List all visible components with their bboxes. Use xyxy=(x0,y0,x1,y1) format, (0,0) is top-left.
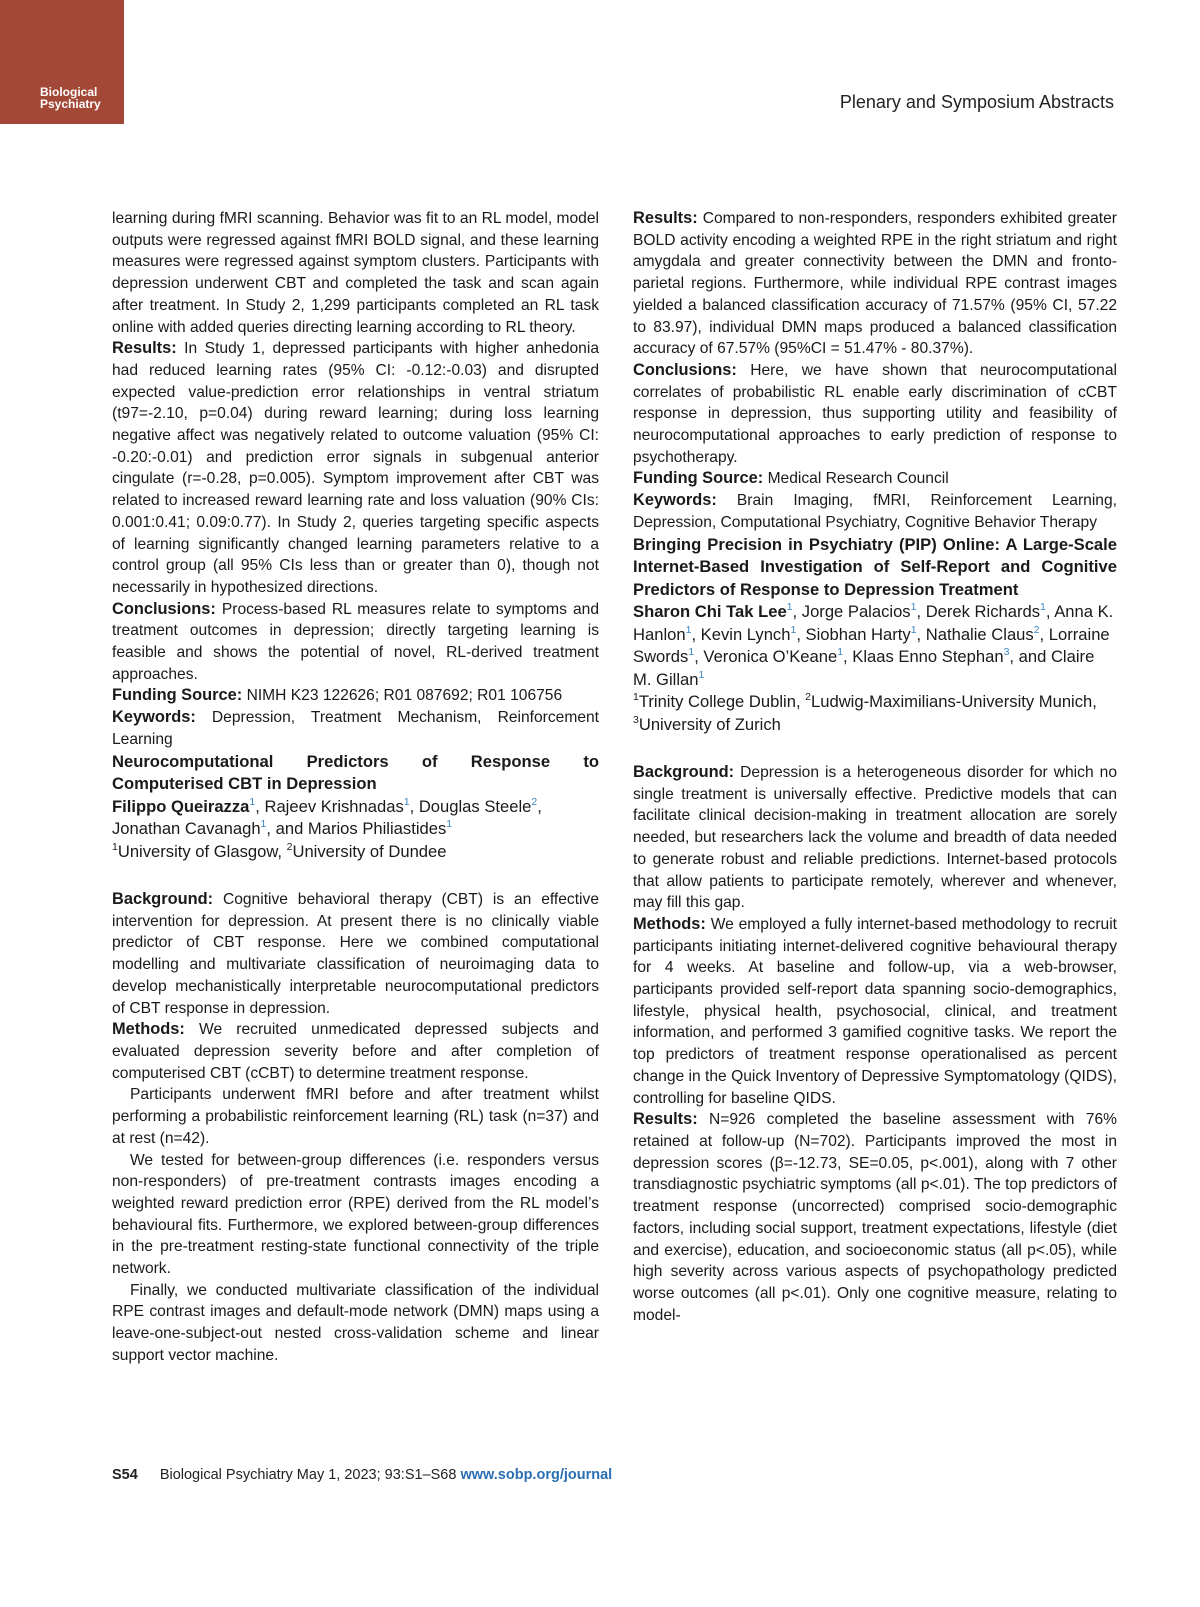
abstract2-methods xyxy=(112,1019,599,1084)
author-affiliation-marker[interactable]: 1 xyxy=(910,601,917,614)
author-name: Jorge Palacios xyxy=(801,602,911,622)
background-label: Background: xyxy=(633,763,735,782)
abstract3-title: Bringing Precision in Psychiatry (PIP) Online: A Large-Scale Internet-Based Investigation of Self-Report and Cognitive Predictors of Response to Depression Treatment xyxy=(633,534,1117,599)
abstract2-funding xyxy=(633,468,1117,490)
background-text: Cognitive behavioral therapy (CBT) is an effective intervention for depression. At present there is no clinically viable predictor of CBT response. Here we combined computational modelling and multivariate classification of neuroimaging data to develop mechanistically interpretable neurocomputational predictors of CBT response in depression. xyxy=(112,891,599,1017)
author-name: Veronica O’Keane xyxy=(703,647,838,667)
page-footer xyxy=(112,1467,612,1483)
affiliation-name: University of Zurich xyxy=(638,714,781,734)
list-separator: , xyxy=(1039,624,1049,644)
abstract3-background xyxy=(633,762,1117,914)
section-gap xyxy=(633,736,1117,762)
results-label: Results: xyxy=(633,209,698,227)
running-head: Plenary and Symposium Abstracts xyxy=(839,92,1114,112)
affiliation-name: University of Glasgow xyxy=(117,841,278,861)
abstract2-title: Neurocomputational Predictors of Response to Computerised CBT in Depression xyxy=(112,751,599,794)
author-affiliation-marker[interactable]: 1 xyxy=(446,818,453,831)
journal-brand-block xyxy=(0,0,124,124)
author-affiliation-marker[interactable]: 1 xyxy=(790,623,797,636)
list-separator: , xyxy=(255,796,265,816)
funding-label: Funding Source: xyxy=(633,469,764,488)
list-separator: , and xyxy=(1009,647,1051,667)
abstract2-methods-p2: Participants underwent fMRI before and after treatment whilst performing a probabilistic reinforcement learning (RL) task (n=37) and at rest (n=42). xyxy=(112,1086,599,1147)
author-affiliation-marker[interactable]: 2 xyxy=(1033,623,1040,636)
abstract2-results xyxy=(633,208,1117,360)
methods-label: Methods: xyxy=(633,914,706,933)
abstract1-keywords xyxy=(112,707,599,750)
author-affiliation-marker[interactable]: 1 xyxy=(688,646,695,659)
list-separator: , xyxy=(694,647,704,667)
abstract3-results xyxy=(633,1109,1117,1326)
author-name: Klaas Enno Stephan xyxy=(852,647,1004,667)
author-name: Sharon Chi Tak Lee xyxy=(633,602,787,622)
results-text: N=926 completed the baseline assessment with 76% retained at follow-up (N=702). Participants improved the most in depression scores (β=-12.73, SE=0.05, p<.001), along with 7 other transdiagnostic psychiatric symptoms (all p<.01). The top predictors of treatment response (uncorrected) comprised socio-demographic factors, including social support, treatment expectations, lifestyle (diet and exercise), education, and socioeconomic status (all p<.05), while high severity across various aspects of psychopathology predicted worse outcomes (all p<.01). Only one cognitive measure, relating to model- xyxy=(633,1111,1117,1324)
author-name: Kevin Lynch xyxy=(700,624,791,644)
funding-text: Medical Research Council xyxy=(767,470,949,488)
author-affiliation-marker[interactable]: 1 xyxy=(685,623,692,636)
background-text: Depression is a heterogeneous disorder for which no single treatment is universally effective. Predictive models that can facilitate clinical decision-making in treatment allocation are sorely needed, but researchers lack the volume and breadth of data needed to generate robust and reliable predictions. Internet-based protocols that allow patients to participate remotely, wherever and whenever, may fill this gap. xyxy=(633,764,1117,912)
results-label: Results: xyxy=(633,1110,698,1129)
conclusions-label: Conclusions: xyxy=(633,360,737,379)
background-label: Background: xyxy=(112,890,214,909)
author-name: Rajeev Krishnadas xyxy=(264,796,404,816)
list-separator: , xyxy=(691,624,701,644)
results-text: Compared to non-responders, responders exhibited greater BOLD activity encoding a weighted RPE in the right striatum and right amygdala and greater connectivity between the DMN and fronto-parietal regions. Furthermore, while individual RPE contrast images yielded a balanced classification accuracy of 71.57% (95% CI, 57.22 to 83.97), individual DMN maps produced a balanced classification accuracy of 67.57% (95%CI = 51.47% - 80.37%). xyxy=(633,210,1118,358)
abstract2-background xyxy=(112,889,599,1019)
author-affiliation-marker[interactable]: 1 xyxy=(837,646,844,659)
author-affiliation-marker[interactable]: 1 xyxy=(1040,601,1046,614)
abstract2-keywords xyxy=(633,490,1117,533)
affiliation-marker: 3 xyxy=(633,713,639,726)
author-affiliation-marker[interactable]: 1 xyxy=(260,818,267,831)
author-name: Lorraine Swords xyxy=(633,624,1110,667)
author-name: Filippo Queirazza xyxy=(112,796,250,816)
keywords-label: Keywords: xyxy=(112,708,196,727)
author-affiliation-marker[interactable]: 2 xyxy=(531,795,538,808)
abstract1-funding xyxy=(112,685,599,707)
author-affiliation-marker[interactable]: 1 xyxy=(786,601,793,614)
results-label: Results: xyxy=(112,339,177,358)
abstract2-methods-p3: We tested for between-group differences (i.e. responders versus non-responders) of pre-treatment contrasts images encoding a weighted reward prediction error (RPE) derived from the RL model’s behavioural fits. Furthermore, we explored between-group differences in the pre-treatment resting-state functional connectivity of the triple network. xyxy=(112,1151,599,1278)
footer-citation: Biological Psychiatry May 1, 2023; 93:S1–S68 xyxy=(159,1467,457,1483)
abstract1-results xyxy=(112,338,599,598)
author-name: Anna K. Hanlon xyxy=(633,602,1114,644)
list-separator: , xyxy=(843,647,853,667)
author-name: Marios Philiastides xyxy=(307,819,447,839)
list-separator: , xyxy=(1092,692,1097,712)
author-name: Jonathan Cavanagh xyxy=(112,819,261,839)
abstract2-conclusions xyxy=(633,360,1117,469)
abstract3-affiliations xyxy=(633,691,1117,736)
keywords-text: Depression, Treatment Mechanism, Reinforcement Learning xyxy=(112,709,600,748)
abstract2-authors xyxy=(112,796,599,841)
funding-label: Funding Source: xyxy=(112,686,243,705)
affiliation-marker: 2 xyxy=(286,840,293,853)
author-name: Nathalie Claus xyxy=(925,624,1034,644)
list-separator: , xyxy=(277,841,287,861)
left-column xyxy=(112,208,599,1367)
list-separator: , xyxy=(409,796,419,816)
section-gap xyxy=(112,863,599,889)
journal-link[interactable]: www.sobp.org/journal xyxy=(460,1467,613,1483)
results-text: In Study 1, depressed participants with higher anhedonia had reduced learning rates (95% CI: -0.12:-0.03) and disrupted expected value-prediction error relationships in ventral striatum (t97=-2.10, p=0.04) during reward learning; during loss learning negative affect was negatively related to outcome valuation (95% CI: -0.20:-0.01) and prediction error signals in subgenual anterior cingulate (r=-0.28, p=0.005). Symptom improvement after CBT was related to increased reward learning rate and loss valuation (90% CIs: 0.001:0.41; 0.09:0.77). In Study 2, queries targeting specific aspects of learning significantly changed learning parameters relative to a control group (all 95% CIs less than or greater than 0), though not necessarily in hypothesized directions. xyxy=(112,340,599,596)
abstract1-conclusions xyxy=(112,599,599,686)
funding-text: NIMH K23 122626; R01 087692; R01 106756 xyxy=(246,687,563,705)
abstract2-affiliations xyxy=(112,841,599,864)
abstract2-methods-p4: Finally, we conducted multivariate classification of the individual RPE contrast images and default-mode network (DMN) maps using a leave-one-subject-out nested cross-validation scheme and linear support vector machine. xyxy=(112,1281,599,1364)
affiliation-marker: 1 xyxy=(633,691,639,704)
journal-brand-text: Biological Psychiatry xyxy=(40,85,101,111)
page-number: S54 xyxy=(112,1467,138,1483)
author-affiliation-marker[interactable]: 1 xyxy=(698,668,705,681)
author-affiliation-marker[interactable]: 1 xyxy=(249,795,256,808)
list-separator: , xyxy=(792,602,802,622)
author-name: Douglas Steele xyxy=(418,796,532,816)
conclusions-label: Conclusions: xyxy=(112,599,216,618)
affiliation-marker: 1 xyxy=(112,840,118,853)
keywords-text: Brain Imaging, fMRI, Reinforcement Learning, Depression, Computational Psychiatry, Cognitive Behavior Therapy xyxy=(633,492,1117,531)
conclusions-text: Process-based RL measures relate to symptoms and treatment outcomes in depression; directly targeting learning is feasible and shows the potential of novel, RL-derived treatment approaches. xyxy=(112,600,599,683)
list-separator: , xyxy=(916,602,926,622)
methods-text: We recruited unmedicated depressed subjects and evaluated depression severity before and after completion of computerised CBT (cCBT) to determine treatment response. xyxy=(112,1021,599,1082)
author-affiliation-marker[interactable]: 3 xyxy=(1003,646,1010,659)
author-name: Derek Richards xyxy=(925,602,1041,622)
list-separator: , xyxy=(1045,602,1055,622)
list-separator: , and xyxy=(266,819,308,839)
author-affiliation-marker[interactable]: 1 xyxy=(403,795,410,808)
abstract3-authors xyxy=(633,601,1117,691)
list-separator: , xyxy=(537,796,542,816)
right-column xyxy=(633,208,1117,1326)
list-separator: , xyxy=(916,624,926,644)
abstract1-continuation: learning during fMRI scanning. Behavior was fit to an RL model, model outputs were regressed against fMRI BOLD signal, and these learning measures were regressed against symptom clusters. Participants with depression underwent CBT and completed the task and scan again after treatment. In Study 2, 1,299 participants completed an RL task online with added queries directing learning according to RL theory. xyxy=(112,210,599,336)
conclusions-text: Here, we have shown that neurocomputational correlates of probabilistic RL enable early discrimination of cCBT response in depression, thus supporting utility and feasibility of neurocomputational approaches to early prediction of response to psychotherapy. xyxy=(633,361,1117,466)
affiliation-name: University of Dundee xyxy=(292,841,447,861)
affiliation-marker: 2 xyxy=(805,691,812,704)
abstract3-methods xyxy=(633,914,1117,1109)
affiliation-name: Trinity College Dublin xyxy=(638,692,796,712)
author-name: Claire M. Gillan xyxy=(633,647,1095,689)
list-separator: , xyxy=(796,624,806,644)
methods-label: Methods: xyxy=(112,1020,185,1039)
affiliation-name: Ludwig-Maximilians-University Munich xyxy=(811,692,1093,712)
author-affiliation-marker[interactable]: 1 xyxy=(910,623,917,636)
author-name: Siobhan Harty xyxy=(805,624,911,644)
methods-text: We employed a fully internet-based methodology to recruit participants initiating internet-delivered cognitive behavioural therapy for 4 weeks. At baseline and follow-up, via a web-browser, participants provided self-report data spanning socio-demographics, lifestyle, physical health, psychosocial, clinical, and treatment information, and performed 3 gamified cognitive tasks. We report the top predictors of treatment response operationalised as percent change in the Quick Inventory of Depressive Symptomatology (QIDS), controlling for baseline QIDS. xyxy=(633,915,1117,1107)
list-separator: , xyxy=(795,692,806,712)
keywords-label: Keywords: xyxy=(633,491,717,510)
